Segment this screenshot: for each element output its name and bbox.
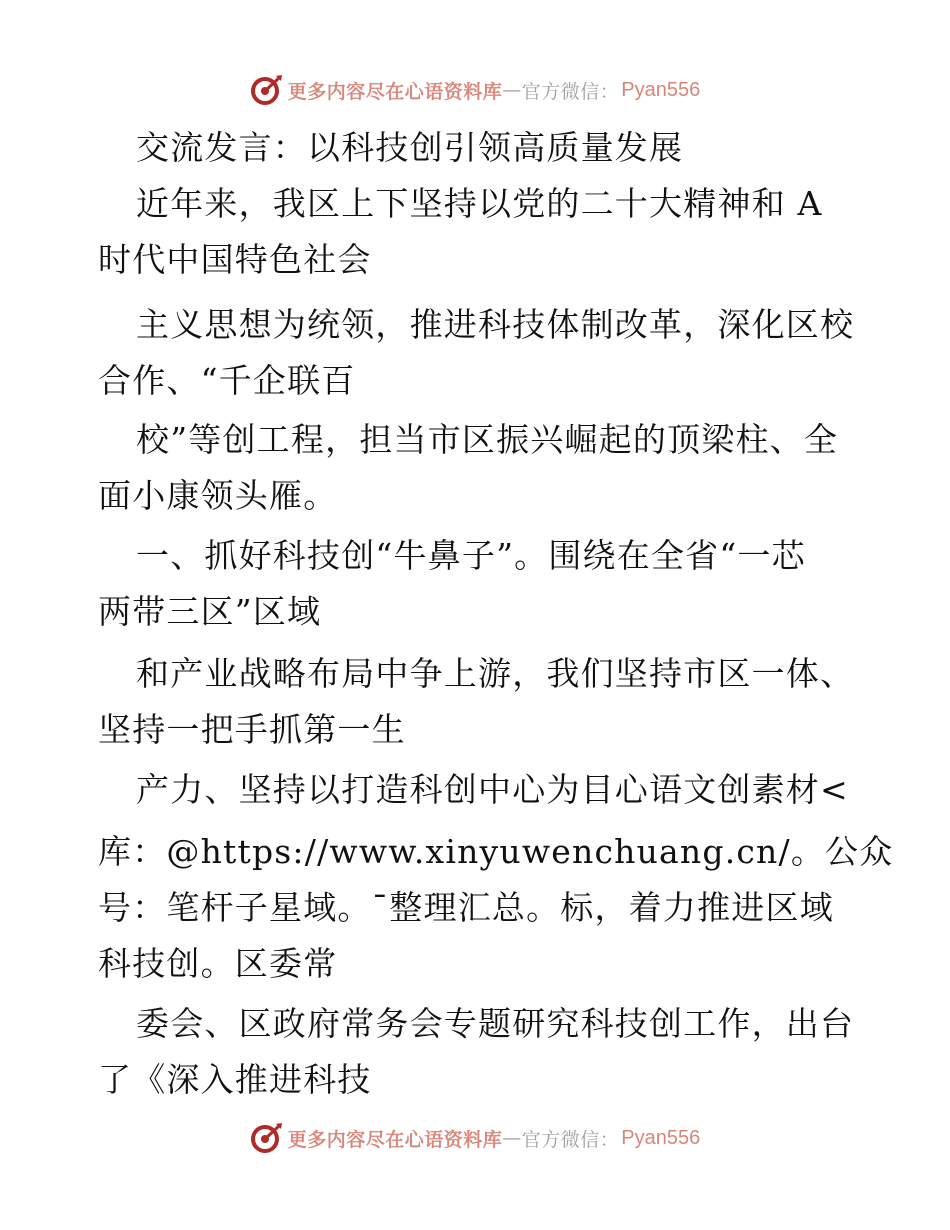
document-title: 交流发言：以科技创引领高质量发展 [136,128,684,167]
text-line: 库：@https://www.xinyuwenchuang.cn/。公众 [98,832,894,871]
brand-logo-icon [250,73,284,107]
header-wechat-label: 官方微信： [521,80,620,103]
brand-logo-icon [250,1121,284,1155]
footer-separator: — [502,1127,522,1149]
text-line: 科技创。区委常 [98,944,338,983]
footer-watermark [0,1118,950,1158]
footer-wechat-label: 官方微信： [521,1128,620,1151]
text-line: 校”等创工程，担当市区振兴崛起的顶梁柱、全 [136,420,839,459]
footer-brand-text: 更多内容尽在心语资料库 [287,1128,503,1151]
header-separator: — [502,79,522,101]
text-line: 主义思想为统领，推进科技体制改革，深化区校 [136,305,855,344]
text-line: 面小康领头雁。 [98,476,338,515]
text-line: 了《深入推进科技 [98,1060,372,1099]
header-wechat-id: Pyan556 [621,78,701,101]
text-line: 时代中国特色社会 [98,240,372,279]
text-line: 和产业战略布局中争上游，我们坚持市区一体、 [136,654,855,693]
text-line: 坚持一把手抓第一生 [98,710,406,749]
header-watermark [0,70,950,110]
text-line: 近年来，我区上下坚持以党的二十大精神和 A [136,184,823,223]
text-line: 委会、区政府常务会专题研究科技创工作，出台 [136,1004,855,1043]
section-heading: 一、抓好科技创“牛鼻子”。围绕在全省“一芯 [136,536,806,575]
header-brand-text: 更多内容尽在心语资料库 [287,80,503,103]
text-line: 两带三区”区域 [98,592,322,631]
text-line: 产力、坚持以打造科创中心为目心语文创素材< [136,770,849,809]
footer-wechat-id: Pyan556 [621,1126,701,1149]
text-line: 合作、“千企联百 [98,361,356,400]
text-line: 号：笔杆子星域。¯整理汇总。标，着力推进区域 [98,888,834,927]
